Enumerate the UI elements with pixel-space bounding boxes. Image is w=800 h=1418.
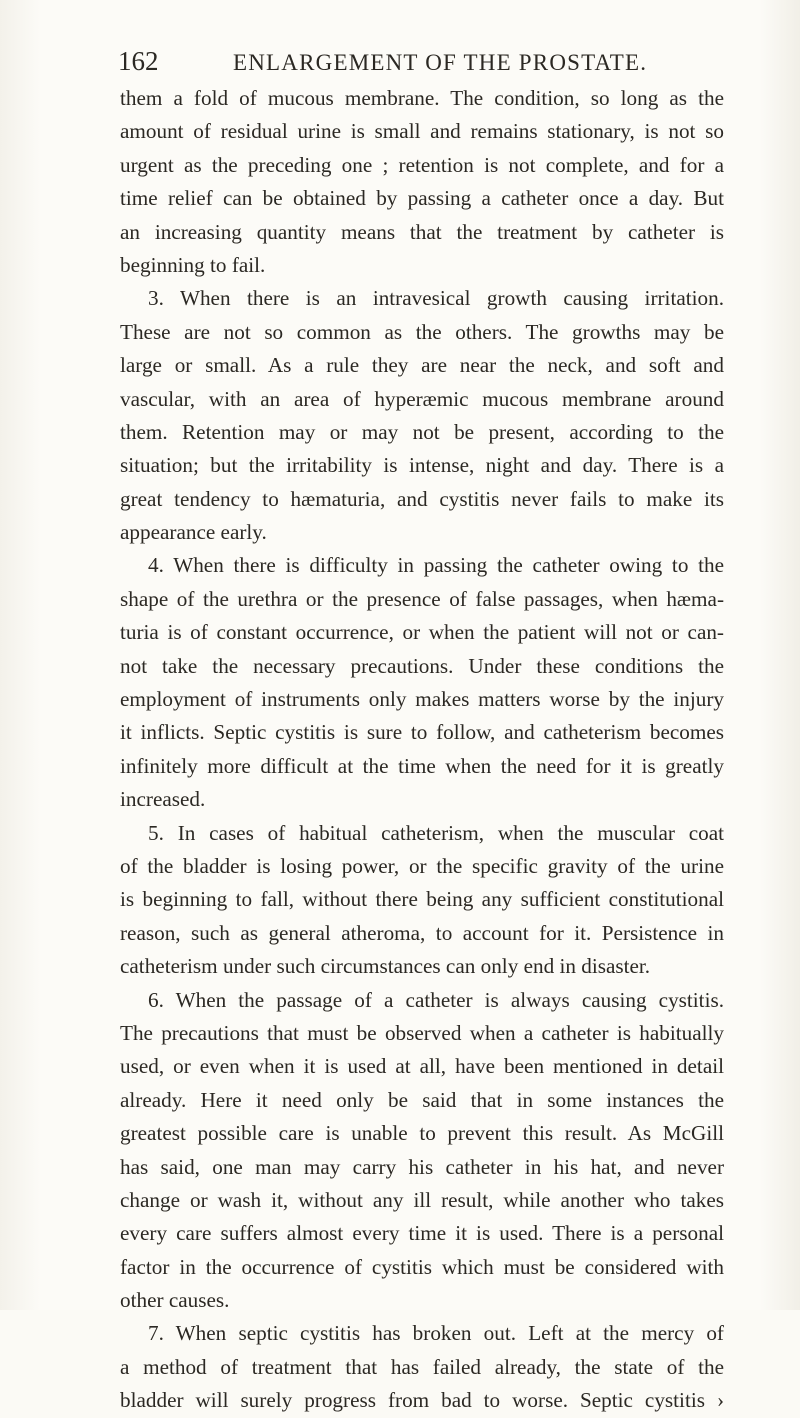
text-line: a method of treatment that has failed already, the state of the [120,1354,724,1379]
text-line: has said, one man may carry his catheter in his hat, and never [120,1154,724,1179]
text-line: catheterism under such circumstances can only end in disaster. [120,954,651,979]
text-line: The precautions that must be observed when a catheter is habitually [120,1020,724,1045]
text-line: increased. [120,787,206,812]
text-line: already. Here it need only be said that in some instances the [120,1087,724,1112]
text-line: time relief can be obtained by passing a catheter once a day. But [120,186,724,211]
text-line: 7. When septic cystitis has broken out. Left at the mercy of [148,1321,724,1346]
page-number: 162 [118,46,159,76]
text-line: factor in the occurrence of cystitis which must be considered with [120,1254,724,1279]
text-line: not take the necessary precautions. Under these conditions the [120,653,724,678]
text-line: change or wash it, without any ill result, while another who takes [120,1187,724,1212]
text-line: 6. When the passage of a catheter is always causing cystitis. [148,987,724,1012]
text-line: beginning to fail. [120,252,266,277]
text-line: appearance early. [120,520,267,545]
running-head: ENLARGEMENT OF THE PROSTATE. [233,50,648,75]
body-text [120,82,724,1418]
text-line: turia is of constant occurrence, or when the patient will not or can- [120,620,724,645]
text-line: vascular, with an area of hyperæmic mucous membrane around [120,386,724,411]
text-line: it inflicts. Septic cystitis is sure to follow, and catheterism becomes [120,720,724,745]
text-line: is beginning to fall, without there being any sufficient constitutional [120,887,724,912]
text-line: them a fold of mucous membrane. The condition, so long as the [120,86,724,110]
text-line: shape of the urethra or the presence of false passages, when hæma- [120,586,724,611]
text-line: 4. When there is difficulty in passing the catheter owing to the [148,553,724,578]
text-line: 5. In cases of habitual catheterism, when the muscular coat [148,820,724,845]
text-line: large or small. As a rule they are near the neck, and soft and [120,353,724,378]
text-line: an increasing quantity means that the treatment by catheter is [120,219,724,244]
text-line: amount of residual urine is small and remains stationary, is not so [120,119,724,144]
text-line: urgent as the preceding one ; retention is not complete, and for a [120,152,724,177]
text-line: every care suffers almost every time it is used. There is a personal [120,1221,724,1246]
text-line: them. Retention may or may not be present, according to the [120,419,724,444]
text-line: bladder will surely progress from bad to worse. Septic cystitis › [120,1388,724,1413]
text-line: infinitely more difficult at the time when the need for it is greatly [120,753,724,778]
text-line: other causes. [120,1288,230,1313]
text-line: great tendency to hæmaturia, and cystitis never fails to make its [120,486,724,511]
text-line: of the bladder is losing power, or the specific gravity of the urine [120,853,724,878]
text-line: reason, such as general atheroma, to account for it. Persistence in [120,920,724,945]
text-line: used, or even when it is used at all, have been mentioned in detail [120,1054,724,1079]
text-line: 3. When there is an intravesical growth causing irritation. [148,286,724,311]
text-line: These are not so common as the others. The growths may be [120,319,724,344]
text-line: situation; but the irritability is intense, night and day. There is a [120,453,724,478]
text-line: employment of instruments only makes matters worse by the injury [120,687,724,712]
text-line: greatest possible care is unable to prevent this result. As McGill [120,1121,724,1146]
page-header [118,46,723,82]
